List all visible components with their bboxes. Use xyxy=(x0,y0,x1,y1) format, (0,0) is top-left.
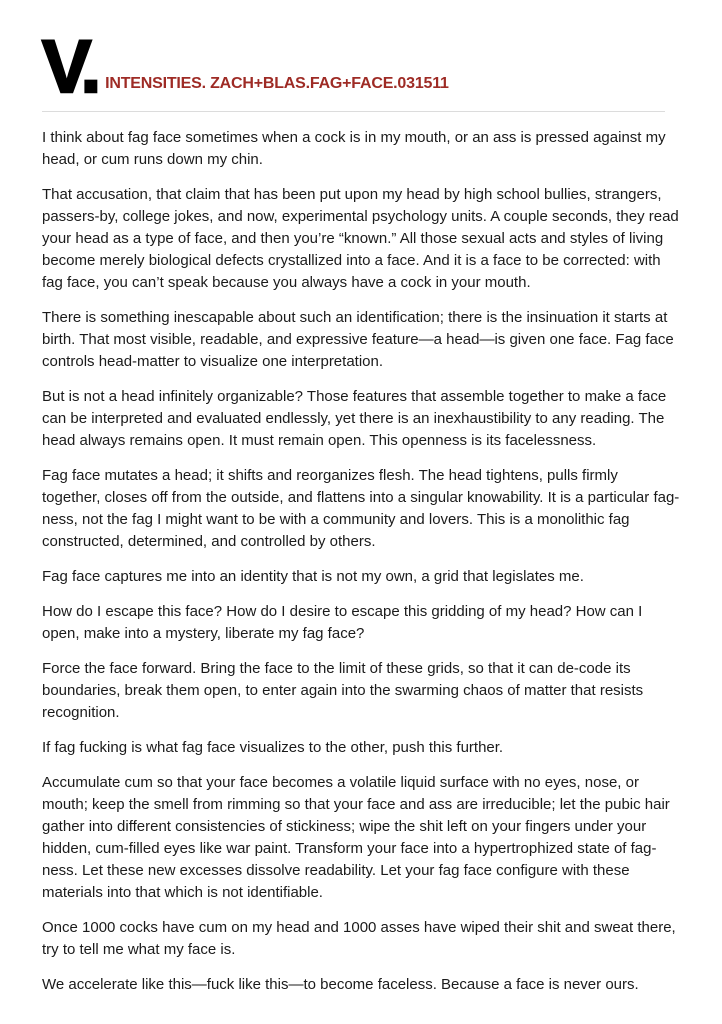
article-paragraph: That accusation, that claim that has been put upon my head by high school bullies, strangers, passers-by, college jokes, and now, experimental psychology units. A couple seconds, they read your head as a type of face, and then you’re “known.” All those sexual acts and styles of living become merely biological defects crystallized into a face. And it is a face to be corrected: with fag face, you can’t speak because you always have a cock in your mouth. xyxy=(42,186,679,291)
article-paragraph: But is not a head infinitely organizable? Those features that assemble together to make a face can be interpreted and evaluated endlessly, yet there is an inexhaustibility to any reading. The head always remains open. It must remain open. This openness is its facelessness. xyxy=(42,388,667,449)
article-paragraph: Accumulate cum so that your face becomes a volatile liquid surface with no eyes, nose, or mouth; keep the smell from rimming so that your face and ass are irreducible; let the pubic hair gather into different consistencies of stickiness; wipe the shit left on your fingers under your hidden, cum-filled eyes like war paint. Transform your face into a hypertrophized state of fag-ness. Let these new excesses dissolve readability. Let your fag face configure with these materials into that which is not identifiable. xyxy=(42,774,670,901)
header xyxy=(42,25,680,108)
site-logo[interactable]: V. xyxy=(42,25,98,108)
article-paragraph: Force the face forward. Bring the face to the limit of these grids, so that it can de-code its boundaries, break them open, to enter again into the swarming chaos of matter that resists recognition. xyxy=(42,660,644,721)
page-title: INTENSITIES. ZACH+BLAS.FAG+FACE.031511 xyxy=(105,75,449,92)
article-paragraph: There is something inescapable about such an identification; there is the insinuation it starts at birth. That most visible, readable, and expressive feature—a head—is given one face. Fag face controls head-matter to visualize one interpretation. xyxy=(42,309,674,370)
article-body xyxy=(42,127,680,996)
header-divider xyxy=(42,111,665,112)
article-paragraph: We accelerate like this—fuck like this—to become faceless. Because a face is never ours. xyxy=(42,976,639,993)
article-paragraph: Fag face captures me into an identity that is not my own, a grid that legislates me. xyxy=(42,568,584,585)
article-paragraph: Once 1000 cocks have cum on my head and 1000 asses have wiped their shit and sweat there, try to tell me what my face is. xyxy=(42,919,676,958)
article-paragraph: How do I escape this face? How do I desire to escape this gridding of my head? How can I open, make into a mystery, liberate my fag face? xyxy=(42,603,643,642)
article-paragraph: I think about fag face sometimes when a cock is in my mouth, or an ass is pressed against my head, or cum runs down my chin. xyxy=(42,129,666,168)
article-paragraph: Fag face mutates a head; it shifts and reorganizes flesh. The head tightens, pulls firmly together, closes off from the outside, and flattens into a singular knowability. It is a particular fag-ness, not the fag I might want to be with a community and lovers. This is a monolithic fag constructed, determined, and controlled by others. xyxy=(42,467,680,550)
article-paragraph: If fag fucking is what fag face visualizes to the other, push this further. xyxy=(42,739,504,756)
